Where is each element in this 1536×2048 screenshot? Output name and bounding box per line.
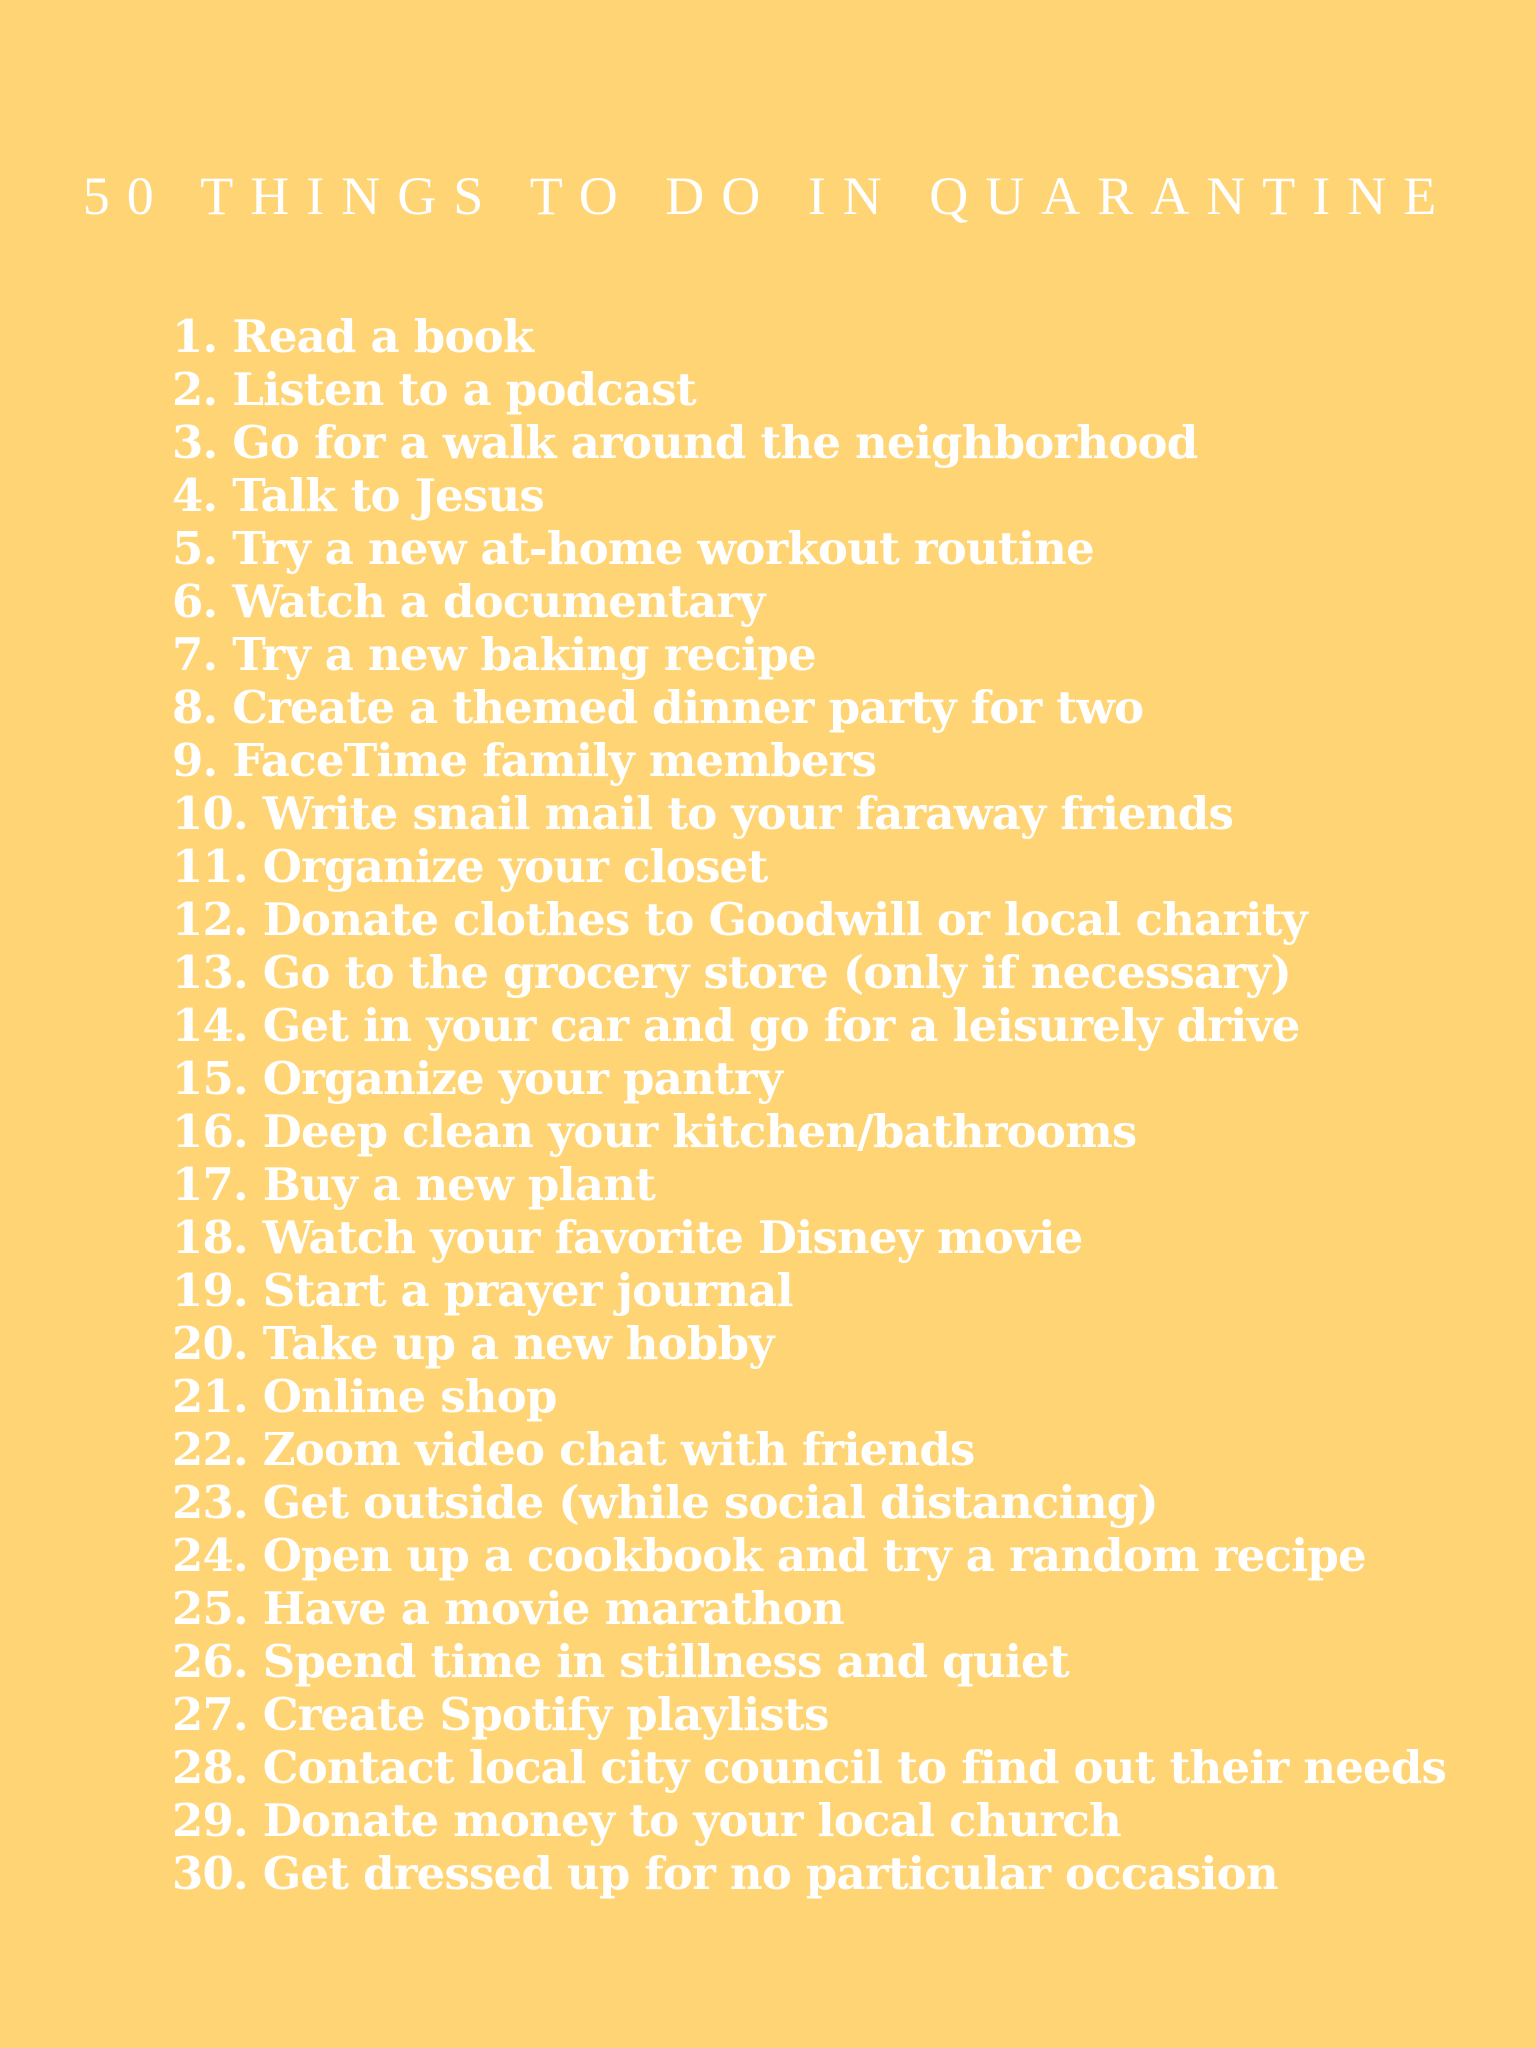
list-item: 11. Organize your closet (172, 840, 768, 893)
list-item: 28. Contact local city council to find out their needs (172, 1741, 1447, 1794)
list-item: 2. Listen to a podcast (172, 363, 696, 416)
list-item: 8. Create a themed dinner party for two (172, 681, 1144, 734)
list-item: 16. Deep clean your kitchen/bathrooms (172, 1105, 1137, 1158)
activity-list (172, 310, 1446, 1900)
list-item: 25. Have a movie marathon (172, 1582, 844, 1635)
list-item: 23. Get outside (while social distancing) (172, 1476, 1158, 1529)
list-item: 3. Go for a walk around the neighborhood (172, 416, 1198, 469)
list-item: 13. Go to the grocery store (only if necessary) (172, 946, 1292, 999)
list-item: 9. FaceTime family members (172, 734, 877, 787)
list-item: 1. Read a book (172, 310, 534, 363)
list-item: 30. Get dressed up for no particular occasion (172, 1847, 1278, 1900)
list-item: 20. Take up a new hobby (172, 1317, 774, 1370)
list-item: 7. Try a new baking recipe (172, 628, 816, 681)
list-item: 29. Donate money to your local church (172, 1794, 1121, 1847)
list-item: 19. Start a prayer journal (172, 1264, 793, 1317)
list-item: 18. Watch your favorite Disney movie (172, 1211, 1083, 1264)
list-item: 15. Organize your pantry (172, 1052, 783, 1105)
list-item: 22. Zoom video chat with friends (172, 1423, 975, 1476)
list-item: 6. Watch a documentary (172, 575, 765, 628)
list-item: 24. Open up a cookbook and try a random recipe (172, 1529, 1366, 1582)
list-item: 10. Write snail mail to your faraway friends (172, 787, 1233, 840)
list-item: 12. Donate clothes to Goodwill or local charity (172, 893, 1307, 946)
list-item: 5. Try a new at-home workout routine (172, 522, 1094, 575)
list-item: 27. Create Spotify playlists (172, 1688, 829, 1741)
list-item: 21. Online shop (172, 1370, 557, 1423)
list-item: 17. Buy a new plant (172, 1158, 656, 1211)
page-title: 50 THINGS TO DO IN QUARANTINE (82, 166, 1454, 226)
list-item: 26. Spend time in stillness and quiet (172, 1635, 1069, 1688)
list-item: 4. Talk to Jesus (172, 469, 544, 522)
list-item: 14. Get in your car and go for a leisurely drive (172, 999, 1300, 1052)
